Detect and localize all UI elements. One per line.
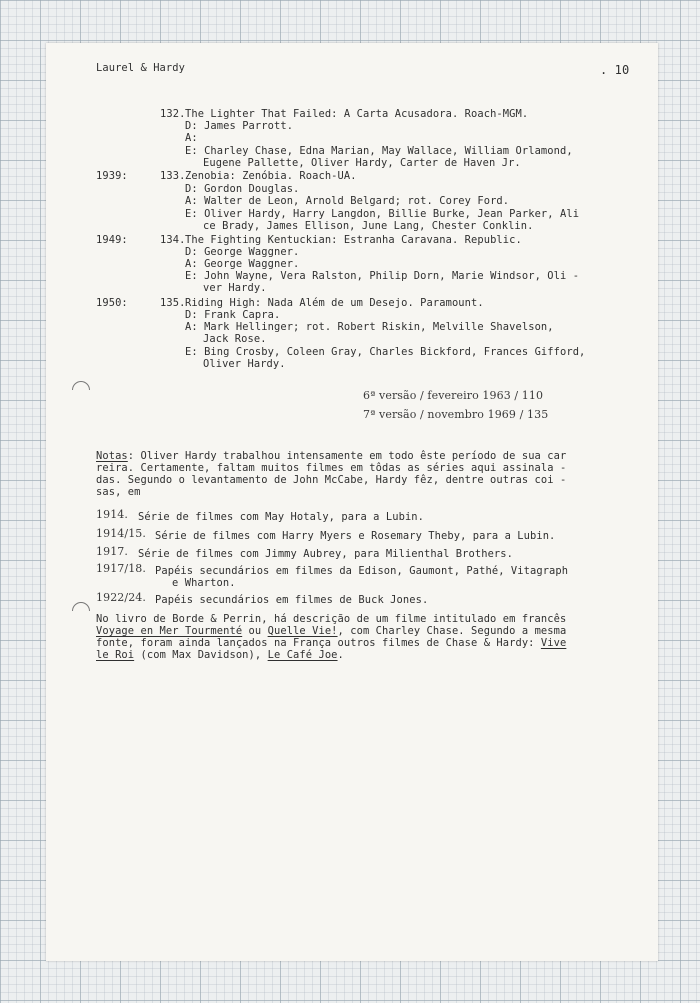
- page-header-title: Laurel & Hardy: [96, 62, 185, 74]
- filmography-year: 1917/18.: [96, 562, 146, 575]
- entry-cast-line: ce Brady, James Ellison, June Lang, Chester Conklin.: [203, 220, 534, 232]
- notes-line: das. Segundo o levantamento de John McCabe, Hardy fêz, dentre outras coi -: [96, 474, 567, 486]
- filmography-text: Série de filmes com Jimmy Aubrey, para Milienthal Brothers.: [138, 548, 513, 560]
- entry-title: Riding High: Nada Além de um Desejo. Paramount.: [185, 297, 484, 309]
- entry-number: 132.: [160, 108, 186, 120]
- film-title-link: Le Café Joe: [267, 649, 338, 661]
- entry-cast-line: ver Hardy.: [203, 282, 267, 294]
- entry-year: 1939:: [96, 170, 128, 182]
- closing-text: , com Charley Chase. Segundo a mesma: [337, 625, 567, 637]
- closing-line: [96, 649, 344, 661]
- notes-label: Notas: [96, 450, 128, 462]
- entry-cast-line: E: Oliver Hardy, Harry Langdon, Billie Burke, Jean Parker, Ali: [185, 208, 580, 220]
- page-number: . 10: [600, 63, 630, 77]
- film-title-link: Vive: [540, 637, 567, 649]
- entry-writer: A:: [185, 132, 198, 144]
- entry-year: 1949:: [96, 234, 128, 246]
- entry-year: 1950:: [96, 297, 128, 309]
- filmography-year: 1914.: [96, 508, 128, 521]
- entry-writer: Jack Rose.: [203, 333, 267, 345]
- film-title-link: Quelle Vie!: [267, 625, 338, 637]
- closing-text: .: [337, 649, 344, 661]
- entry-writer: A: George Waggner.: [185, 258, 300, 270]
- entry-cast-line: Oliver Hardy.: [203, 358, 286, 370]
- entry-title: The Lighter That Failed: A Carta Acusadora. Roach-MGM.: [185, 108, 529, 120]
- entry-cast-line: E: Bing Crosby, Coleen Gray, Charles Bickford, Frances Gifford,: [185, 346, 586, 358]
- entry-cast-line: Eugene Pallette, Oliver Hardy, Carter de Haven Jr.: [203, 157, 521, 169]
- entry-title: Zenobia: Zenóbia. Roach-UA.: [185, 170, 357, 182]
- version-note: 7ª versão / novembro 1969 / 135: [363, 408, 549, 421]
- filmography-text: Papéis secundários em filmes de Buck Jones.: [155, 594, 429, 606]
- closing-line: No livro de Borde & Perrin, há descrição de um filme intitulado em francês: [96, 613, 567, 625]
- entry-number: 133.: [160, 170, 186, 182]
- closing-text: fonte, foram ainda lançados na França outros filmes de Chase & Hardy:: [96, 637, 541, 649]
- entry-number: 134.: [160, 234, 186, 246]
- entry-director: D: Gordon Douglas.: [185, 183, 300, 195]
- entry-cast-line: E: Charley Chase, Edna Marian, May Wallace, William Orlamond,: [185, 145, 573, 157]
- filmography-text: Série de filmes com May Hotaly, para a Lubin.: [138, 511, 425, 523]
- entry-number: 135.: [160, 297, 186, 309]
- notes-line: sas, em: [96, 486, 141, 498]
- closing-line: [96, 625, 566, 637]
- closing-text: (com Max Davidson),: [134, 649, 268, 661]
- entry-director: D: James Parrott.: [185, 120, 294, 132]
- closing-line: [96, 637, 566, 649]
- notes-line: reira. Certamente, faltam muitos filmes em tôdas as séries aqui assinala -: [96, 462, 567, 474]
- notes-text: : Oliver Hardy trabalhou intensamente em todo êste período de sua car: [127, 450, 567, 462]
- version-note: 6ª versão / fevereiro 1963 / 110: [363, 389, 544, 402]
- filmography-text: Papéis secundários em filmes da Edison, Gaumont, Pathé, Vitagraph: [155, 565, 569, 577]
- closing-text: ou: [242, 625, 268, 637]
- filmography-year: 1914/15.: [96, 527, 146, 540]
- entry-director: D: Frank Capra.: [185, 309, 281, 321]
- entry-writer: A: Walter de Leon, Arnold Belgard; rot. Corey Ford.: [185, 195, 510, 207]
- notes-line: [96, 450, 566, 462]
- filmography-year: 1917.: [96, 545, 128, 558]
- filmography-text: e Wharton.: [172, 577, 236, 589]
- entry-director: D: George Waggner.: [185, 246, 300, 258]
- entry-cast-line: E: John Wayne, Vera Ralston, Philip Dorn, Marie Windsor, Oli -: [185, 270, 580, 282]
- film-title-link: le Roi: [96, 649, 135, 661]
- filmography-text: Série de filmes com Harry Myers e Rosemary Theby, para a Lubin.: [155, 530, 556, 542]
- film-title-link: Voyage en Mer Tourmenté: [96, 625, 243, 637]
- entry-writer: A: Mark Hellinger; rot. Robert Riskin, Melville Shavelson,: [185, 321, 554, 333]
- entry-title: The Fighting Kentuckian: Estranha Caravana. Republic.: [185, 234, 522, 246]
- filmography-year: 1922/24.: [96, 591, 146, 604]
